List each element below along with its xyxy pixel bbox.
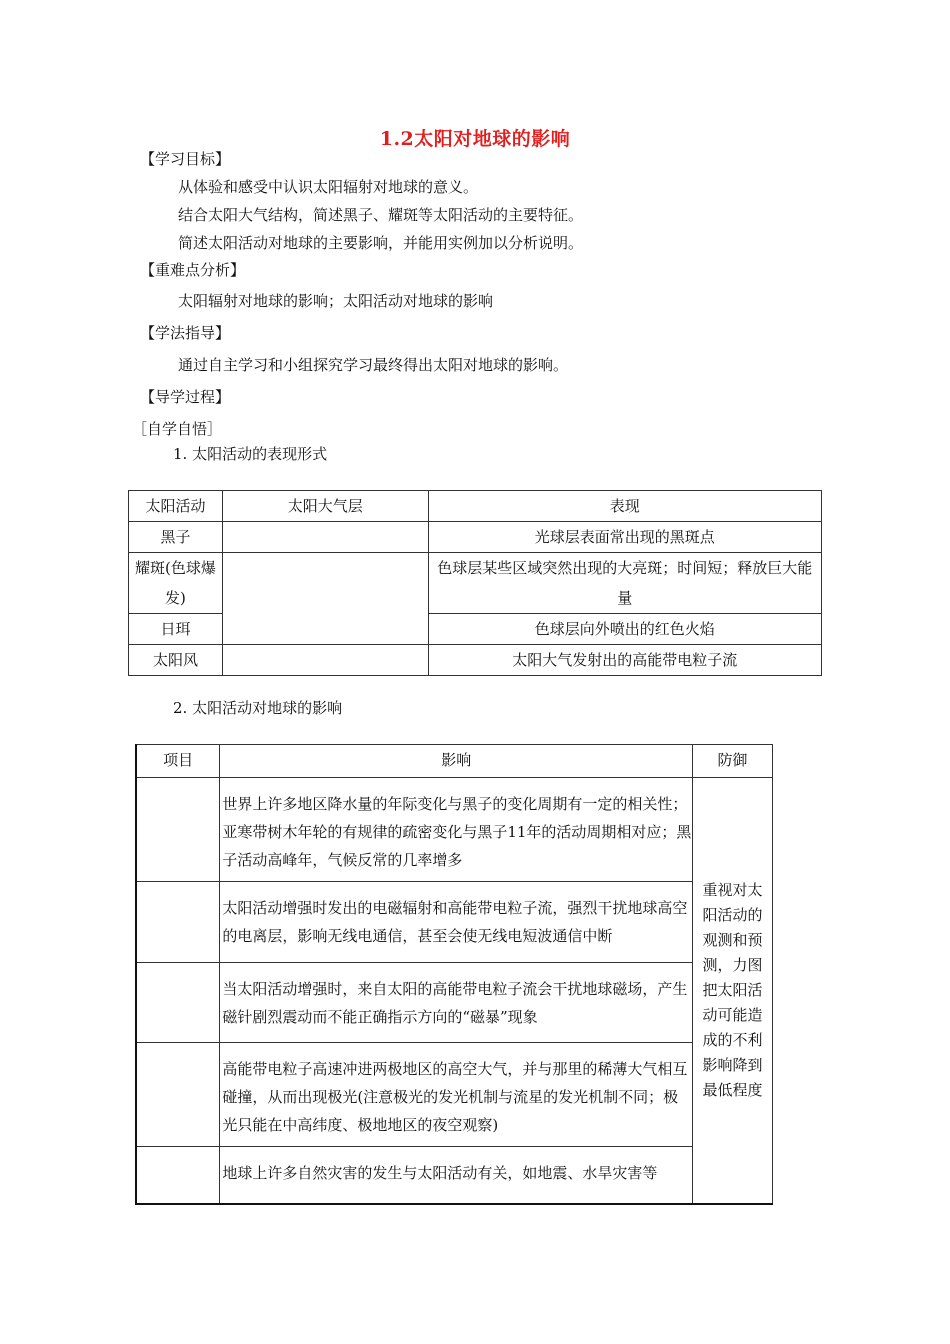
key-points-heading: 【重难点分析】 <box>140 261 246 279</box>
objectives-heading: 【学习目标】 <box>140 150 231 168</box>
layer-cell <box>222 553 428 645</box>
table-row <box>136 1043 773 1147</box>
table-row <box>129 645 822 676</box>
objective-2: 结合太阳大气结构，简述黑子、耀斑等太阳活动的主要特征。 <box>178 206 584 224</box>
item-1-heading: 1. 太阳活动的表现形式 <box>173 445 328 463</box>
effect-cell: 太阳活动增强时发出的电磁辐射和高能带电粒子流，强烈干扰地球高空的电离层，影响无线电通信，甚至会使无线电短波通信中断 <box>220 882 693 963</box>
page-title: 1.2太阳对地球的影响 <box>379 128 571 150</box>
layer-cell <box>222 645 428 676</box>
activity-cell: 日珥 <box>129 614 223 645</box>
desc-cell: 光球层表面常出现的黑斑点 <box>428 522 821 553</box>
item-cell <box>136 882 220 963</box>
layer-cell <box>222 522 428 553</box>
table-row <box>136 882 773 963</box>
table-header-row <box>136 745 773 778</box>
objective-3: 简述太阳活动对地球的主要影响，并能用实例加以分析说明。 <box>178 234 584 252</box>
item-cell <box>136 1147 220 1204</box>
header-cell: 表现 <box>428 491 821 522</box>
item-cell <box>136 963 220 1043</box>
self-study-label: ［自学自悟］ <box>132 420 223 438</box>
header-cell: 影响 <box>220 745 693 778</box>
table-row <box>136 963 773 1043</box>
process-heading: 【导学过程】 <box>140 388 231 406</box>
table-row <box>136 778 773 882</box>
key-points-text: 太阳辐射对地球的影响；太阳活动对地球的影响 <box>178 292 494 310</box>
header-cell: 防御 <box>693 745 773 778</box>
table-header-row <box>129 491 822 522</box>
header-cell: 太阳大气层 <box>222 491 428 522</box>
desc-cell: 太阳大气发射出的高能带电粒子流 <box>428 645 821 676</box>
effect-cell: 当太阳活动增强时，来自太阳的高能带电粒子流会干扰地球磁场，产生磁针剧烈震动而不能正确指示方向的“磁暴”现象 <box>220 963 693 1043</box>
header-cell: 项目 <box>136 745 220 778</box>
item-cell <box>136 1043 220 1147</box>
header-cell: 太阳活动 <box>129 491 223 522</box>
solar-activity-forms-table <box>128 490 822 676</box>
activity-cell: 太阳风 <box>129 645 223 676</box>
activity-cell: 黑子 <box>129 522 223 553</box>
objective-1: 从体验和感受中认识太阳辐射对地球的意义。 <box>178 178 479 196</box>
activity-cell: 耀斑(色球爆发) <box>129 553 223 614</box>
effect-cell: 地球上许多自然灾害的发生与太阳活动有关，如地震、水旱灾害等 <box>220 1147 693 1204</box>
desc-cell: 色球层向外喷出的红色火焰 <box>428 614 821 645</box>
defense-cell: 重视对太阳活动的观测和预测，力图把太阳活动可能造成的不利影响降到最低程度 <box>693 778 773 1204</box>
table-row <box>129 522 822 553</box>
method-text: 通过自主学习和小组探究学习最终得出太阳对地球的影响。 <box>178 356 569 374</box>
item-2-heading: 2. 太阳活动对地球的影响 <box>173 699 343 717</box>
effect-cell: 世界上许多地区降水量的年际变化与黑子的变化周期有一定的相关性；亚寒带树木年轮的有规律的疏密变化与黑子11年的活动周期相对应；黑子活动高峰年，气候反常的几率增多 <box>220 778 693 882</box>
table-row <box>129 553 822 614</box>
effect-cell: 高能带电粒子高速冲进两极地区的高空大气，并与那里的稀薄大气相互碰撞，从而出现极光(注意极光的发光机制与流星的发光机制不同；极光只能在中高纬度、极地地区的夜空观察) <box>220 1043 693 1147</box>
item-cell <box>136 778 220 882</box>
table-row <box>136 1147 773 1204</box>
solar-impact-table <box>135 744 773 1205</box>
desc-cell: 色球层某些区域突然出现的大亮斑；时间短；释放巨大能量 <box>428 553 821 614</box>
method-heading: 【学法指导】 <box>140 324 231 342</box>
